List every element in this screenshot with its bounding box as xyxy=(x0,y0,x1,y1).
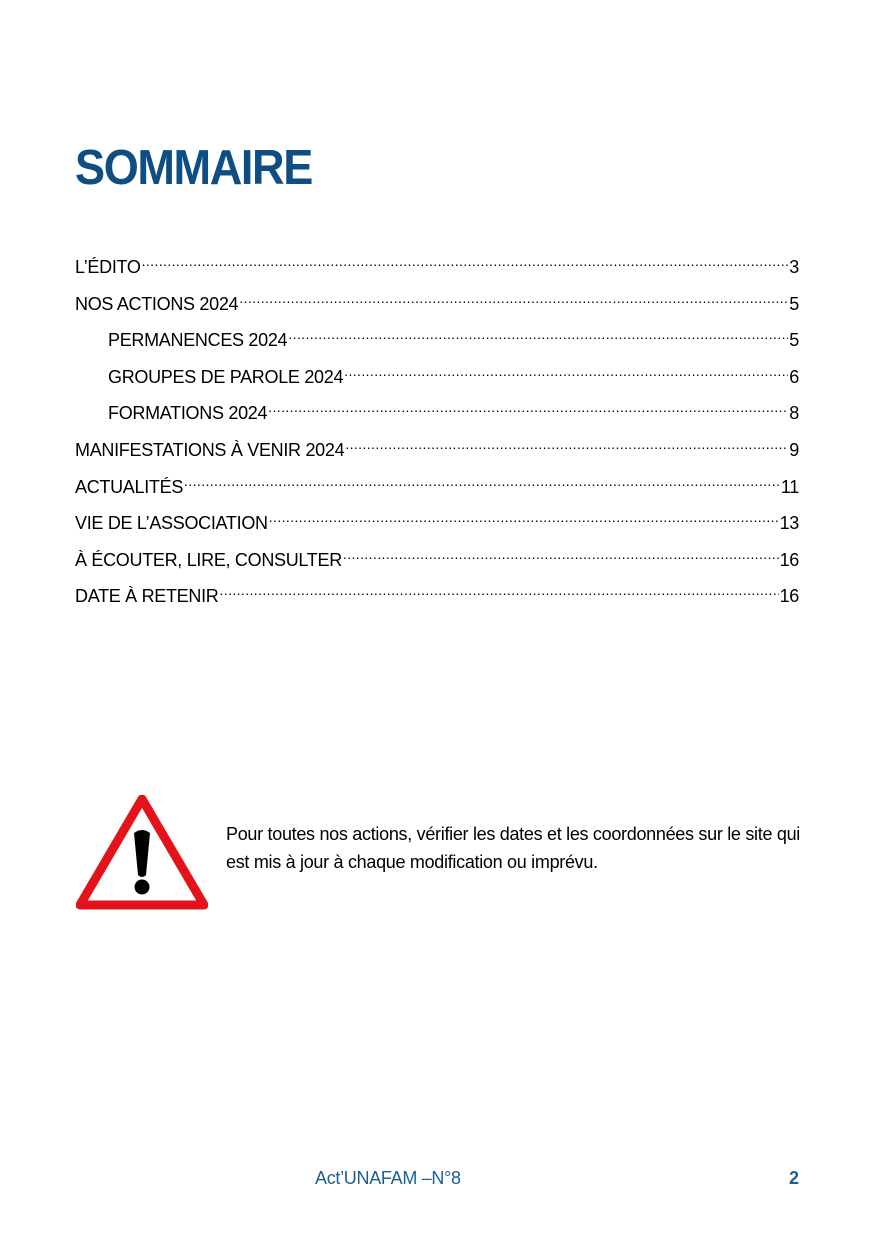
toc-leader-dots xyxy=(219,576,778,602)
toc-entry-label: FORMATIONS 2024 xyxy=(108,403,268,424)
warning-triangle-icon xyxy=(76,795,208,911)
toc-entry[interactable] xyxy=(75,284,799,321)
toc-leader-dots xyxy=(288,320,788,346)
toc-entry[interactable] xyxy=(75,503,799,540)
toc-entry-page: 5 xyxy=(789,330,799,351)
toc-leader-dots xyxy=(343,540,779,566)
toc-entry-page: 11 xyxy=(780,476,799,497)
toc-entry-label: VIE DE L’ASSOCIATION xyxy=(75,513,268,534)
toc-entry-page: 6 xyxy=(789,366,799,387)
toc-entry-page: 9 xyxy=(789,439,799,460)
toc-leader-dots xyxy=(269,503,779,529)
toc-entry-page: 5 xyxy=(789,293,799,314)
toc-entry-page: 8 xyxy=(789,403,799,424)
toc-entry-label: PERMANENCES 2024 xyxy=(108,330,288,351)
toc-leader-dots xyxy=(239,284,788,310)
toc-leader-dots xyxy=(142,247,789,273)
toc-leader-dots xyxy=(184,467,780,493)
toc-entry[interactable] xyxy=(75,467,799,504)
toc-leader-dots xyxy=(345,430,788,456)
toc-entry[interactable] xyxy=(75,540,799,577)
toc-entry-label: ACTUALITÉS xyxy=(75,476,184,497)
toc-entry-page: 3 xyxy=(789,257,799,277)
toc-entry-page: 16 xyxy=(779,586,799,607)
page-title: SOMMAIRE xyxy=(75,141,312,195)
toc-entry-label: À ÉCOUTER, LIRE, CONSULTER xyxy=(75,549,342,570)
toc-subentry[interactable] xyxy=(75,320,799,357)
toc-entry[interactable] xyxy=(75,247,799,284)
toc-entry[interactable] xyxy=(75,576,799,613)
toc-entry-label: DATE À RETENIR xyxy=(75,586,219,607)
toc-leader-dots xyxy=(268,393,788,419)
toc-entry[interactable] xyxy=(75,430,799,467)
table-of-contents xyxy=(75,247,799,613)
footer-page-number: 2 xyxy=(789,1168,800,1188)
toc-entry-label: GROUPES DE PAROLE 2024 xyxy=(108,366,344,387)
toc-subentry[interactable] xyxy=(75,357,799,394)
toc-entry-label: MANIFESTATIONS À VENIR 2024 xyxy=(75,439,345,460)
notice-text: Pour toutes nos actions, vérifier les dates et les coordonnées sur le site qui est mis à jour à chaque modification ou imprévu. xyxy=(226,824,800,872)
toc-entry-label: NOS ACTIONS 2024 xyxy=(75,293,239,314)
toc-leader-dots xyxy=(344,357,788,383)
toc-entry-page: 16 xyxy=(779,549,799,570)
footer-publication: Act’UNAFAM –N°8 xyxy=(315,1168,461,1188)
toc-subentry[interactable] xyxy=(75,393,799,430)
toc-entry-page: 13 xyxy=(779,513,799,534)
toc-entry-label: L’ÉDITO xyxy=(75,257,141,277)
